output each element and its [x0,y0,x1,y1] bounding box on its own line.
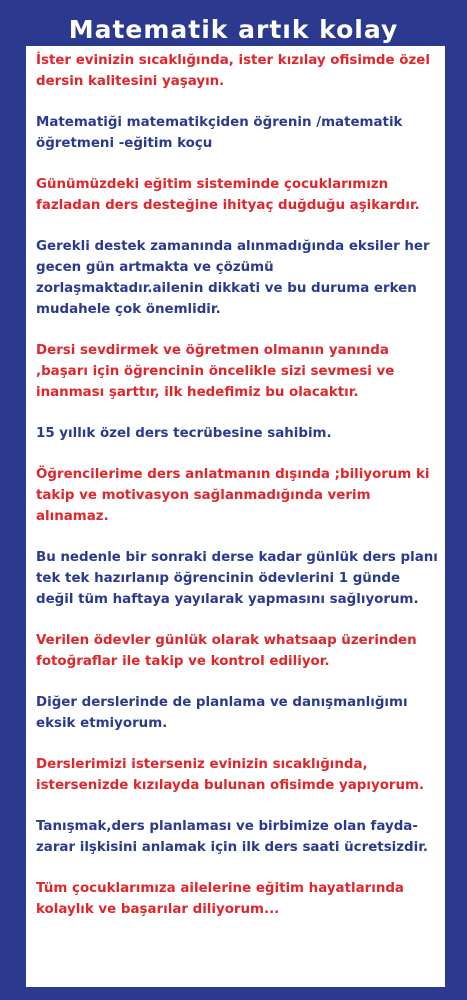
paragraph-ders-plani: Bu nedenle bir sonraki derse kadar günlük ders planı tek tek hazırlanıp öğrencinin ödevlerini 1 günde değil tüm haftaya yayılarak yapmasını sağlıyorum. [36,550,438,607]
paragraph-derslerimizi: Derslerimizi isterseniz evinizin sıcaklığında, istersenizde kızılayda bulunan ofisimde yapıyorum. [36,757,425,793]
paragraph-tanismak: Tanışmak,ders planlaması ve birbimize olan fayda-zarar ilşkisini anlamak için ilk ders saati ücretsizdir. [36,819,429,855]
paragraph-gunumuzdeki: Günümüzdeki eğitim sisteminde çocuklarımızn fazladan ders desteğine ihityaç duğduğu aşikardır. [36,177,420,213]
paragraph-odevler: Verilen ödevler günlük olarak whatsaap üzerinden fotoğraflar ile takip ve kontrol ediliyor. [36,633,417,669]
text-content [36,50,438,940]
paragraph-tecrube: 15 yıllık özel ders tecrübesine sahibim. [36,426,332,441]
paragraph-ogrencilerime: Öğrencilerime ders anlatmanın dışında ;biliyorum ki takip ve motivasyon sağlanmadığında verim alınamaz. [36,467,430,524]
paragraph-dersi-sevdirmek: Dersi sevdirmek ve öğretmen olmanın yanında ,başarı için öğrencinin öncelikle sizi sevmesi ve inanması şarttır, ilk hedefimiz bu olacaktır. [36,343,395,400]
paragraph-ister-evinizin: İster evinizin sıcaklığında, ister kızılay ofisimde özel dersin kalitesini yaşayın. [36,53,430,89]
paragraph-gerekli-destek: Gerekli destek zamanında alınmadığında eksiler her gecen gün artmakta ve çözümü zorlaşmaktadır.ailenin dikkati ve bu duruma erken mudahele çok önemlidir. [36,239,430,317]
paragraph-tum-cocuklarimiza: Tüm çocuklarımıza ailelerine eğitim hayatlarında kolaylık ve başarılar diliyorum... [36,881,404,917]
paragraph-diger-dersler: Diğer derslerinde de planlama ve danışmanlığımı eksik etmiyorum. [36,695,408,731]
paragraph-matematigi: Matematiği matematikçiden öğrenin /matematik öğretmeni -eğitim koçu [36,115,403,151]
poster-title: Matematik artık kolay [68,15,399,44]
